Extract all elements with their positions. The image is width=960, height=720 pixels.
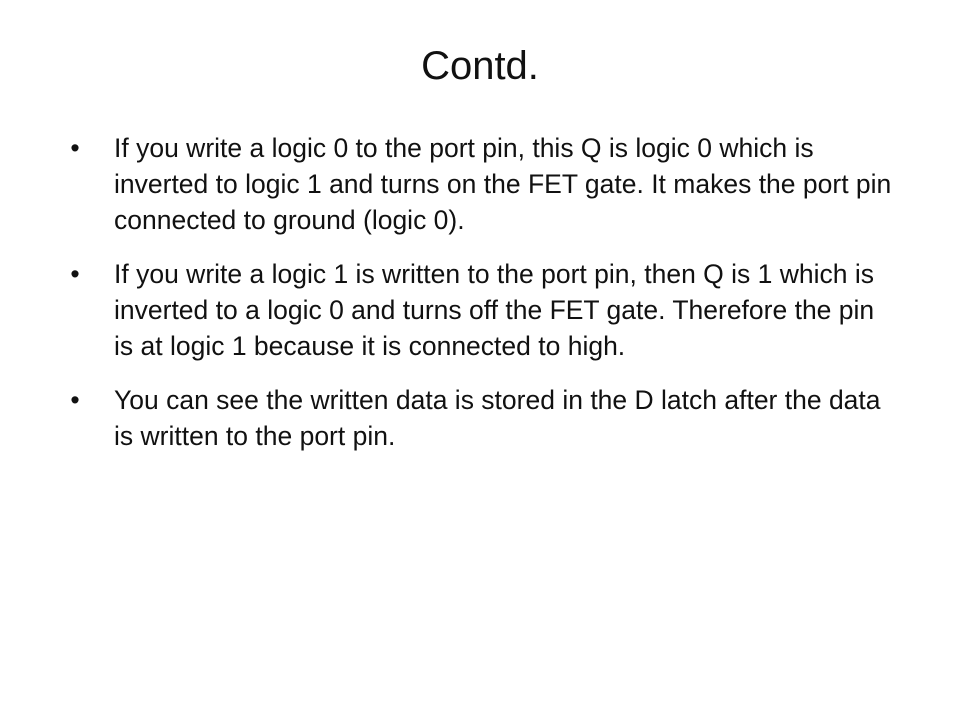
bullet-text: If you write a logic 0 to the port pin, this Q is logic 0 which is inverted to logic 1 and turns on the FET gate. It makes the port pin connected to ground (logic 0).: [114, 133, 892, 235]
bullet-item: [60, 382, 900, 454]
bullet-text: If you write a logic 1 is written to the port pin, then Q is 1 which is inverted to a logic 0 and turns off the FET gate. Therefore the pin is at logic 1 because it is connected to high.: [114, 259, 875, 361]
bullet-item: [60, 130, 900, 238]
bullet-item: [60, 256, 900, 364]
bullet-dot-icon: •: [70, 259, 80, 289]
bullet-text: You can see the written data is stored in the D latch after the data is written to the port pin.: [114, 385, 881, 451]
bullet-dot-icon: •: [70, 133, 80, 163]
slide-title: Contd.: [421, 44, 539, 88]
bullet-dot-icon: •: [70, 385, 80, 415]
bullet-list: [60, 130, 900, 472]
